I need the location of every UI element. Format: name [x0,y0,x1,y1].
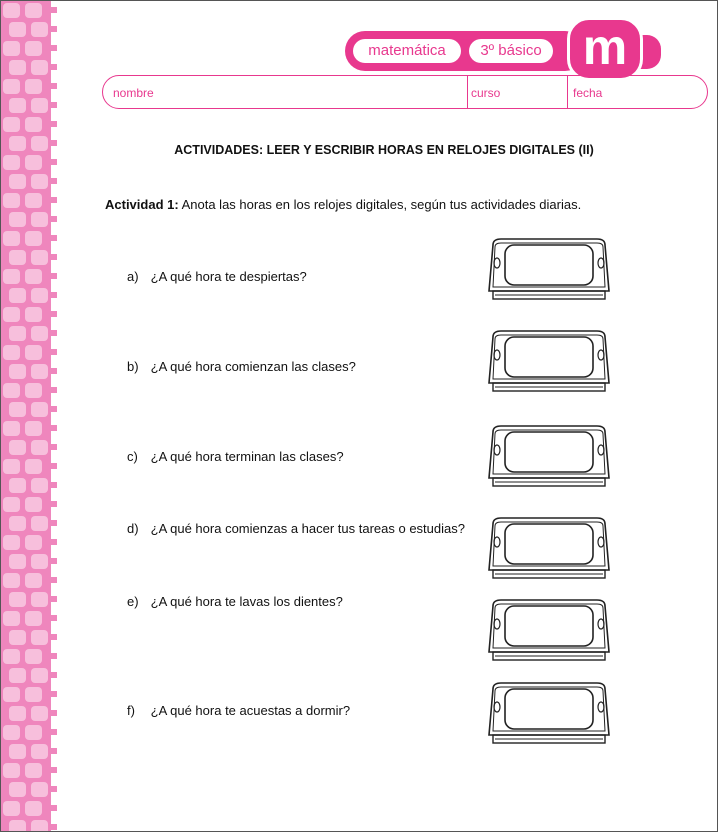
activity-instruction [105,197,581,212]
strip-notch [51,691,57,697]
strip-notch [51,26,57,32]
strip-notch [51,216,57,222]
strip-cell [3,345,20,360]
strip-cell [9,22,26,37]
strip-cell [25,193,42,208]
question-item [127,521,465,536]
strip-cell [3,573,20,588]
strip-cell [3,231,20,246]
strip-cell [31,478,48,493]
strip-cell [25,611,42,626]
strip-notch [51,577,57,583]
strip-notch [51,64,57,70]
strip-notch [51,425,57,431]
date-field-label: fecha [573,86,603,100]
strip-cell [9,706,26,721]
strip-cell [9,478,26,493]
clock-button [598,537,604,547]
strip-cell [25,269,42,284]
clock-button [598,258,604,268]
strip-notch [51,102,57,108]
strip-notch [51,7,57,13]
strip-cell [31,592,48,607]
strip-cell [31,364,48,379]
strip-cell [9,212,26,227]
math-logo: m [567,17,643,81]
strip-cell [25,41,42,56]
strip-cell [25,3,42,18]
digital-clock-drawing [487,325,611,395]
strip-cell [9,630,26,645]
strip-notch [51,482,57,488]
strip-cell [31,98,48,113]
strip-cell [9,326,26,341]
strip-cell [9,782,26,797]
question-letter: d) [127,521,139,536]
strip-notch [51,596,57,602]
strip-cell [31,174,48,189]
strip-cell [25,421,42,436]
clock-screen [505,524,593,564]
strip-cell [31,60,48,75]
clock-screen [505,606,593,646]
strip-cell [3,269,20,284]
strip-cell [31,668,48,683]
strip-cell [25,459,42,474]
question-item [127,703,350,718]
clock-screen [505,689,593,729]
clock-button [494,445,500,455]
strip-cell [9,98,26,113]
strip-notch [51,653,57,659]
decorative-side-strip [1,1,61,832]
strip-cell [9,364,26,379]
strip-cell [25,383,42,398]
strip-notch [51,672,57,678]
strip-cell [3,687,20,702]
clock-screen [505,337,593,377]
strip-cell [31,22,48,37]
strip-cell [9,174,26,189]
question-text: ¿A qué hora terminan las clases? [150,449,344,464]
field-divider [567,76,568,108]
student-fields-bar [102,75,708,109]
question-letter: e) [127,594,139,609]
strip-cell [31,136,48,151]
strip-cell [31,630,48,645]
strip-cell [3,41,20,56]
strip-cell [3,307,20,322]
strip-cell [3,649,20,664]
strip-cell [3,193,20,208]
activity-text: Anota las horas en los relojes digitales, según tus actividades diarias. [181,197,582,212]
strip-cell [3,763,20,778]
strip-cell [31,440,48,455]
question-item [127,269,307,284]
strip-cell [25,307,42,322]
field-divider [467,76,468,108]
digital-clock-drawing [487,677,611,747]
subject-header [345,31,585,71]
strip-cell [3,459,20,474]
strip-notch [51,292,57,298]
strip-notch [51,159,57,165]
question-letter: a) [127,269,139,284]
strip-cell [31,820,48,832]
strip-cell [25,573,42,588]
strip-notch [51,235,57,241]
strip-cell [3,421,20,436]
strip-cell [9,744,26,759]
strip-notch [51,558,57,564]
question-text: ¿A qué hora te acuestas a dormir? [150,703,351,718]
question-text: ¿A qué hora comienzas a hacer tus tareas o estudias? [150,521,465,536]
strip-cell [25,231,42,246]
question-item [127,359,356,374]
strip-notch [51,83,57,89]
strip-cell [31,288,48,303]
strip-notch [51,824,57,830]
strip-cell [3,117,20,132]
name-field-label: nombre [113,86,154,100]
strip-notch [51,330,57,336]
strip-notch [51,368,57,374]
strip-cell [25,79,42,94]
strip-notch [51,501,57,507]
strip-cell [25,345,42,360]
clock-button [494,702,500,712]
strip-cell [9,250,26,265]
strip-notch [51,710,57,716]
course-field-label: curso [471,86,501,100]
strip-notch [51,349,57,355]
strip-cell [9,668,26,683]
clock-button [494,258,500,268]
clock-button [598,445,604,455]
strip-notch [51,539,57,545]
question-letter: c) [127,449,138,464]
clock-screen [505,432,593,472]
strip-notch [51,178,57,184]
strip-cell [25,155,42,170]
strip-notch [51,273,57,279]
strip-cell [3,497,20,512]
clock-button [598,702,604,712]
strip-cell [9,60,26,75]
strip-cell [31,782,48,797]
strip-cell [31,516,48,531]
strip-cell [3,535,20,550]
subject-label: matemática [353,39,461,63]
clock-button [598,619,604,629]
strip-cell [31,744,48,759]
digital-clock-drawing [487,594,611,664]
strip-notch [51,729,57,735]
strip-cell [31,706,48,721]
strip-notch [51,805,57,811]
strip-cell [3,155,20,170]
strip-notch [51,786,57,792]
strip-notch [51,748,57,754]
question-letter: b) [127,359,139,374]
strip-cell [31,212,48,227]
strip-cell [31,554,48,569]
clock-screen [505,245,593,285]
question-text: ¿A qué hora comienzan las clases? [150,359,356,374]
question-item [127,594,343,609]
clock-button [598,350,604,360]
strip-cell [9,554,26,569]
strip-cell [9,516,26,531]
digital-clock-drawing [487,420,611,490]
strip-notch [51,311,57,317]
strip-cell [3,383,20,398]
strip-cell [31,250,48,265]
clock-button [494,619,500,629]
strip-notch [51,615,57,621]
strip-cell [25,497,42,512]
strip-cell [25,117,42,132]
clock-button [494,350,500,360]
strip-notch [51,463,57,469]
strip-cell [9,402,26,417]
strip-cell [3,611,20,626]
strip-notch [51,121,57,127]
strip-cell [25,649,42,664]
strip-cell [31,402,48,417]
grade-label: 3º básico [469,39,553,63]
strip-notch [51,197,57,203]
strip-cell [9,440,26,455]
strip-notch [51,444,57,450]
strip-cell [3,79,20,94]
strip-notch [51,634,57,640]
strip-cell [3,801,20,816]
strip-cell [9,136,26,151]
page-title: ACTIVIDADES: LEER Y ESCRIBIR HORAS EN RELOJES DIGITALES (II) [174,143,594,157]
strip-cell [25,801,42,816]
strip-cell [25,763,42,778]
digital-clock-drawing [487,512,611,582]
strip-notch [51,387,57,393]
strip-cell [3,3,20,18]
strip-cell [25,687,42,702]
question-text: ¿A qué hora te lavas los dientes? [150,594,343,609]
strip-cell [3,725,20,740]
strip-notch [51,767,57,773]
activity-label: Actividad 1: [105,197,179,212]
strip-notch [51,520,57,526]
strip-cell [9,592,26,607]
strip-cell [9,820,26,832]
strip-notch [51,406,57,412]
question-letter: f) [127,703,135,718]
strip-notch [51,254,57,260]
strip-cell [9,288,26,303]
digital-clock-drawing [487,233,611,303]
question-text: ¿A qué hora te despiertas? [150,269,307,284]
strip-cell [31,326,48,341]
clock-button [494,537,500,547]
strip-notch [51,45,57,51]
strip-cell [25,725,42,740]
question-item [127,449,344,464]
strip-cell [25,535,42,550]
strip-notch [51,140,57,146]
